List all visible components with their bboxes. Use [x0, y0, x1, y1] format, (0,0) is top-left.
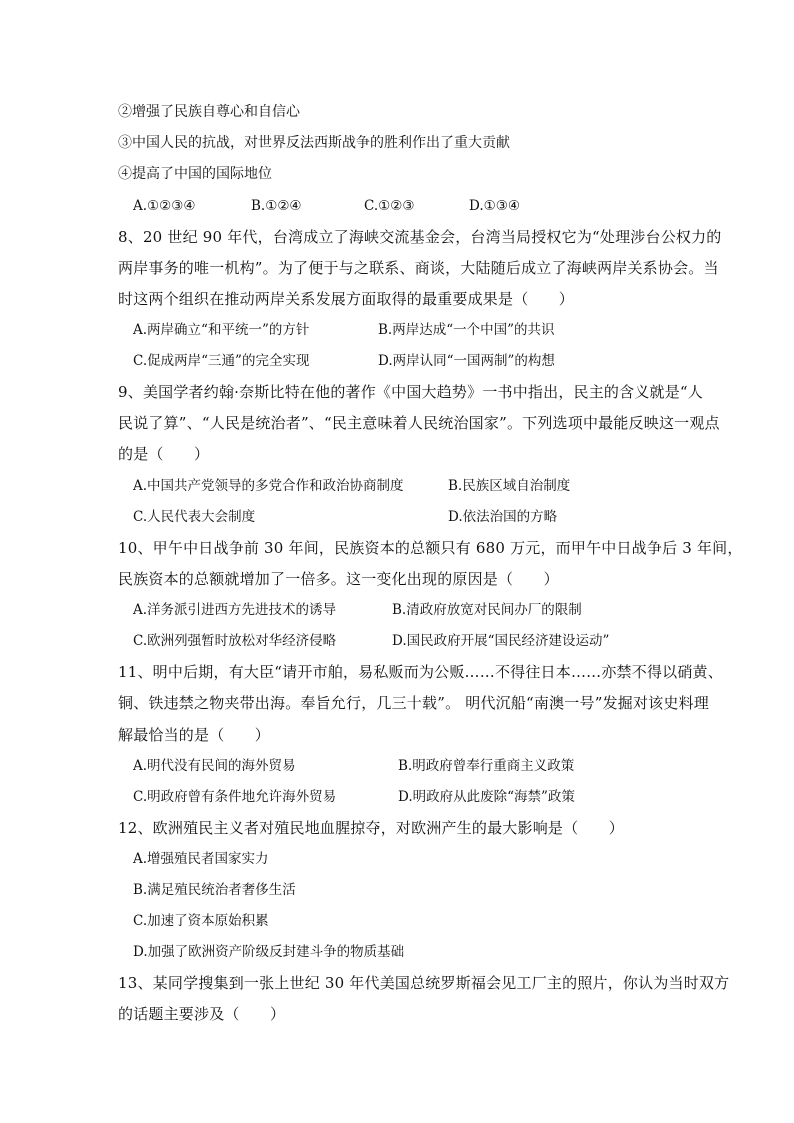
q10-stem-line-1: 10、甲午中日战争前 30 年间，民族资本的总额只有 680 万元，而甲午中日战争后 3 年间，	[118, 539, 743, 557]
q8-stem-line-3: 时这两个组织在推动两岸关系发展方面取得的最重要成果是（ ）	[118, 290, 575, 308]
q11-option-a[interactable]: A.明代没有民间的海外贸易	[133, 758, 296, 774]
q12-option-b[interactable]: B.满足殖民统治者奢侈生活	[133, 882, 296, 898]
q13-stem-line-2: 的话题主要涉及（ ）	[118, 1005, 286, 1023]
q10-stem-line-2: 民族资本的总额就增加了一倍多。这一变化出现的原因是（ ）	[118, 570, 559, 588]
q8-option-a[interactable]: A.两岸确立“和平统一”的方针	[133, 322, 310, 338]
q8-stem-line-2: 两岸事务的唯一机构”。为了便于与之联系、商谈，大陆随后成立了海峡两岸关系协会。当	[118, 259, 719, 277]
q9-option-c[interactable]: C.人民代表大会制度	[133, 509, 256, 525]
q7-option-c[interactable]: C.①②③	[364, 198, 415, 214]
q12-option-d[interactable]: D.加强了欧洲资产阶级反封建斗争的物质基础	[133, 944, 405, 960]
q7-statement-3: ③中国人民的抗战，对世界反法西斯战争的胜利作出了重大贡献	[118, 135, 510, 151]
q8-option-b[interactable]: B.两岸达成“一个中国”的共识	[378, 322, 555, 338]
q8-option-d[interactable]: D.两岸认同“一国两制”的构想	[378, 353, 555, 369]
q12-option-c[interactable]: C.加速了资本原始积累	[133, 913, 269, 929]
q7-statement-4: ④提高了中国的国际地位	[118, 166, 272, 182]
q11-option-c[interactable]: C.明政府曾有条件地允许海外贸易	[133, 789, 337, 805]
q9-stem-line-1: 9、美国学者约翰·奈斯比特在他的著作《中国大趋势》一书中指出，民主的含义就是“人	[118, 383, 703, 401]
q11-stem-line-3: 解最恰当的是（ ）	[118, 726, 271, 744]
q11-stem-line-1: 11、明中后期，有大臣“请开市舶，易私贩而为公贩……不得往日本……亦禁不得以硝黄、	[118, 663, 723, 681]
q13-stem-line-1: 13、某同学搜集到一张上世纪 30 年代美国总统罗斯福会见工厂主的照片，你认为当时双方	[118, 974, 730, 992]
q11-option-d[interactable]: D.明政府从此废除“海禁”政策	[398, 789, 575, 805]
q8-option-c[interactable]: C.促成两岸“三通”的完全实现	[133, 353, 310, 369]
q10-option-d[interactable]: D.国民政府开展“国民经济建设运动”	[392, 633, 610, 649]
q11-option-b[interactable]: B.明政府曾奉行重商主义政策	[398, 758, 575, 774]
q9-option-d[interactable]: D.依法治国的方略	[448, 509, 558, 525]
q7-statement-2: ②增强了民族自尊心和自信心	[118, 104, 300, 120]
q10-option-b[interactable]: B.清政府放宽对民间办厂的限制	[392, 602, 582, 618]
q12-option-a[interactable]: A.增强殖民者国家实力	[133, 851, 269, 867]
q8-stem-line-1: 8、20 世纪 90 年代，台湾成立了海峡交流基金会，台湾当局授权它为“处理涉台公权力的	[118, 228, 722, 246]
q12-stem-line-1: 12、欧洲殖民主义者对殖民地血腥掠夺，对欧洲产生的最大影响是（ ）	[118, 819, 624, 837]
q9-stem-line-2: 民说了算”、“人民是统治者”、“民主意味着人民统治国家”。下列选项中最能反映这一观点	[118, 414, 720, 432]
q7-option-b[interactable]: B.①②④	[251, 198, 302, 214]
q10-option-c[interactable]: C.欧洲列强暂时放松对华经济侵略	[133, 633, 337, 649]
q9-option-b[interactable]: B.民族区域自治制度	[448, 478, 571, 494]
q9-option-a[interactable]: A.中国共产党领导的多党合作和政治协商制度	[133, 478, 404, 494]
q9-stem-line-3: 的是（ ）	[118, 445, 210, 463]
q7-option-d[interactable]: D.①③④	[469, 198, 520, 214]
q10-option-a[interactable]: A.洋务派引进西方先进技术的诱导	[133, 602, 337, 618]
q7-option-a[interactable]: A.①②③④	[133, 198, 196, 214]
q11-stem-line-2: 铜、铁违禁之物夹带出海。奉旨允行，几三十载”。 明代沉船“南澳一号”发掘对该史料理	[118, 694, 709, 712]
